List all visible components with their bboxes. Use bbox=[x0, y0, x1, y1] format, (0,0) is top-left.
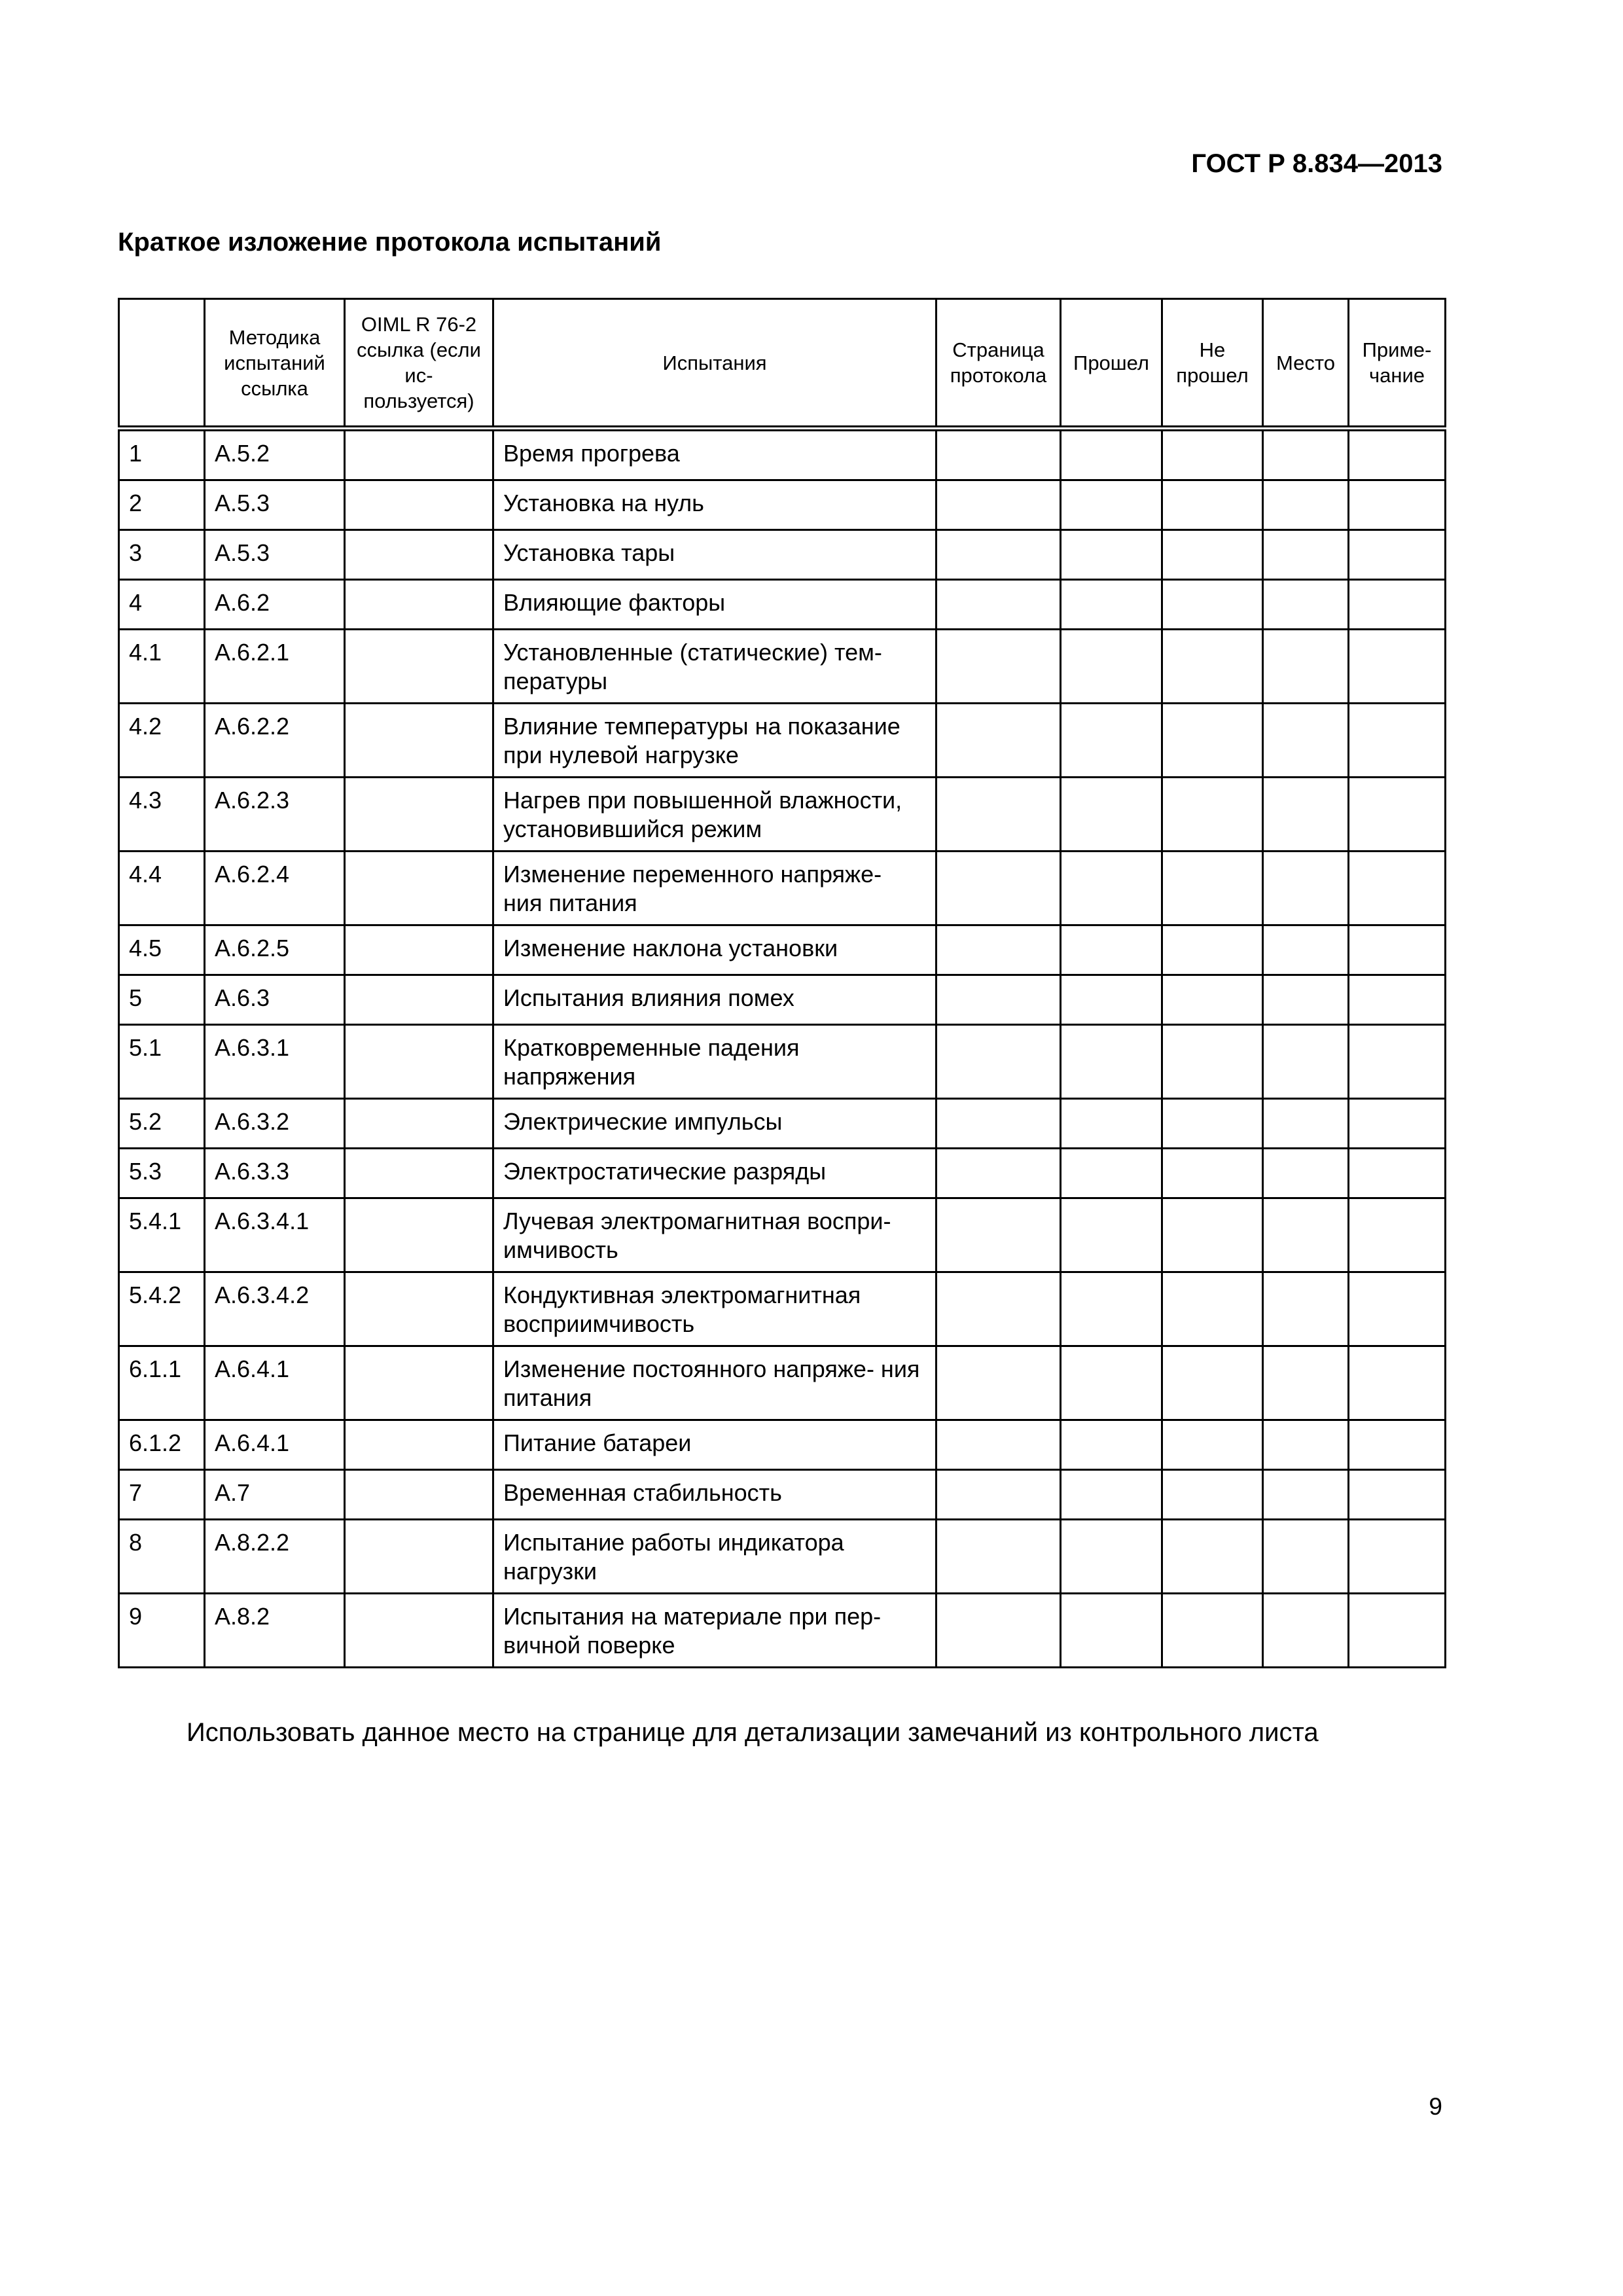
cell-place bbox=[1263, 1520, 1349, 1594]
table-row bbox=[119, 1198, 1446, 1272]
cell-number: 5.4.2 bbox=[119, 1272, 205, 1346]
col-header-test: Испытания bbox=[493, 299, 936, 429]
cell-protocol-page bbox=[936, 1520, 1061, 1594]
page-number: 9 bbox=[1429, 2093, 1442, 2120]
cell-failed bbox=[1162, 1099, 1263, 1149]
cell-test-name: Установка на нуль bbox=[493, 480, 936, 530]
cell-oiml bbox=[345, 1198, 493, 1272]
cell-oiml bbox=[345, 1594, 493, 1668]
cell-place bbox=[1263, 530, 1349, 580]
cell-failed bbox=[1162, 925, 1263, 975]
cell-place bbox=[1263, 1470, 1349, 1520]
cell-place bbox=[1263, 1594, 1349, 1668]
cell-test-name: Испытания влияния помех bbox=[493, 975, 936, 1025]
cell-test-name: Временная стабильность bbox=[493, 1470, 936, 1520]
table-row bbox=[119, 1470, 1446, 1520]
cell-oiml bbox=[345, 778, 493, 852]
table-header-row bbox=[119, 299, 1446, 429]
section-title: Краткое изложение протокола испытаний bbox=[118, 228, 662, 257]
cell-method: А.5.3 bbox=[205, 530, 345, 580]
cell-oiml bbox=[345, 630, 493, 704]
cell-place bbox=[1263, 704, 1349, 778]
cell-note bbox=[1349, 1420, 1446, 1470]
cell-number: 4 bbox=[119, 580, 205, 630]
cell-oiml bbox=[345, 1420, 493, 1470]
table-row bbox=[119, 1594, 1446, 1668]
cell-oiml bbox=[345, 1099, 493, 1149]
cell-failed bbox=[1162, 852, 1263, 925]
test-results-table bbox=[118, 298, 1446, 1668]
cell-place bbox=[1263, 975, 1349, 1025]
cell-oiml bbox=[345, 480, 493, 530]
cell-number: 5.3 bbox=[119, 1149, 205, 1198]
cell-protocol-page bbox=[936, 925, 1061, 975]
cell-oiml bbox=[345, 580, 493, 630]
table-row bbox=[119, 630, 1446, 704]
cell-method: А.6.2.1 bbox=[205, 630, 345, 704]
table-row bbox=[119, 925, 1446, 975]
cell-failed bbox=[1162, 530, 1263, 580]
cell-passed bbox=[1061, 852, 1162, 925]
cell-passed bbox=[1061, 925, 1162, 975]
cell-test-name: Электростатические разряды bbox=[493, 1149, 936, 1198]
cell-oiml bbox=[345, 530, 493, 580]
cell-passed bbox=[1061, 1099, 1162, 1149]
cell-number: 4.4 bbox=[119, 852, 205, 925]
table-row bbox=[119, 580, 1446, 630]
cell-oiml bbox=[345, 1272, 493, 1346]
cell-number: 1 bbox=[119, 429, 205, 480]
cell-note bbox=[1349, 925, 1446, 975]
cell-note bbox=[1349, 429, 1446, 480]
cell-place bbox=[1263, 480, 1349, 530]
cell-note bbox=[1349, 630, 1446, 704]
cell-passed bbox=[1061, 704, 1162, 778]
table-row bbox=[119, 975, 1446, 1025]
cell-passed bbox=[1061, 1470, 1162, 1520]
cell-protocol-page bbox=[936, 1346, 1061, 1420]
cell-note bbox=[1349, 530, 1446, 580]
cell-protocol-page bbox=[936, 1470, 1061, 1520]
cell-protocol-page bbox=[936, 1099, 1061, 1149]
cell-test-name: Кратковременные падения напряжения bbox=[493, 1025, 936, 1099]
cell-protocol-page bbox=[936, 975, 1061, 1025]
cell-note bbox=[1349, 1272, 1446, 1346]
table-row bbox=[119, 704, 1446, 778]
cell-method: А.6.3.2 bbox=[205, 1099, 345, 1149]
cell-method: А.6.2.3 bbox=[205, 778, 345, 852]
cell-protocol-page bbox=[936, 429, 1061, 480]
col-header-oiml: OIML R 76-2 ссылка (если ис- пользуется) bbox=[345, 299, 493, 429]
cell-note bbox=[1349, 1346, 1446, 1420]
cell-test-name: Испытание работы индикатора нагрузки bbox=[493, 1520, 936, 1594]
cell-passed bbox=[1061, 480, 1162, 530]
table-row bbox=[119, 778, 1446, 852]
cell-method: А.5.3 bbox=[205, 480, 345, 530]
cell-place bbox=[1263, 925, 1349, 975]
cell-place bbox=[1263, 630, 1349, 704]
cell-note bbox=[1349, 975, 1446, 1025]
cell-method: А.6.2 bbox=[205, 580, 345, 630]
cell-number: 5 bbox=[119, 975, 205, 1025]
cell-note bbox=[1349, 1099, 1446, 1149]
table-row bbox=[119, 1346, 1446, 1420]
cell-oiml bbox=[345, 1149, 493, 1198]
cell-note bbox=[1349, 1025, 1446, 1099]
table-row bbox=[119, 1149, 1446, 1198]
cell-place bbox=[1263, 580, 1349, 630]
cell-protocol-page bbox=[936, 704, 1061, 778]
cell-protocol-page bbox=[936, 1420, 1061, 1470]
remarks-instruction: Использовать данное место на странице для детализации замечаний из контрольного листа bbox=[187, 1718, 1319, 1747]
cell-number: 6.1.2 bbox=[119, 1420, 205, 1470]
cell-failed bbox=[1162, 975, 1263, 1025]
col-header-page: Страница протокола bbox=[936, 299, 1061, 429]
cell-test-name: Изменение переменного напряже- ния питания bbox=[493, 852, 936, 925]
cell-failed bbox=[1162, 1470, 1263, 1520]
cell-number: 4.2 bbox=[119, 704, 205, 778]
cell-method: А.6.3.3 bbox=[205, 1149, 345, 1198]
table-row bbox=[119, 530, 1446, 580]
cell-note bbox=[1349, 480, 1446, 530]
cell-protocol-page bbox=[936, 778, 1061, 852]
cell-passed bbox=[1061, 580, 1162, 630]
cell-oiml bbox=[345, 975, 493, 1025]
cell-note bbox=[1349, 1520, 1446, 1594]
cell-note bbox=[1349, 580, 1446, 630]
table-row bbox=[119, 1099, 1446, 1149]
cell-failed bbox=[1162, 1594, 1263, 1668]
cell-failed bbox=[1162, 429, 1263, 480]
cell-passed bbox=[1061, 630, 1162, 704]
cell-test-name: Изменение наклона установки bbox=[493, 925, 936, 975]
cell-oiml bbox=[345, 1346, 493, 1420]
cell-method: А.6.4.1 bbox=[205, 1346, 345, 1420]
cell-test-name: Нагрев при повышенной влажности, установившийся режим bbox=[493, 778, 936, 852]
cell-test-name: Установка тары bbox=[493, 530, 936, 580]
cell-failed bbox=[1162, 1420, 1263, 1470]
col-header-failed: Не прошел bbox=[1162, 299, 1263, 429]
cell-method: А.6.4.1 bbox=[205, 1420, 345, 1470]
cell-number: 4.5 bbox=[119, 925, 205, 975]
cell-method: А.6.3.1 bbox=[205, 1025, 345, 1099]
cell-place bbox=[1263, 852, 1349, 925]
document-code: ГОСТ Р 8.834—2013 bbox=[1191, 149, 1442, 178]
cell-number: 7 bbox=[119, 1470, 205, 1520]
cell-method: А.6.3.4.1 bbox=[205, 1198, 345, 1272]
cell-number: 2 bbox=[119, 480, 205, 530]
cell-protocol-page bbox=[936, 1149, 1061, 1198]
cell-place bbox=[1263, 1025, 1349, 1099]
cell-failed bbox=[1162, 778, 1263, 852]
cell-passed bbox=[1061, 429, 1162, 480]
cell-failed bbox=[1162, 1346, 1263, 1420]
cell-number: 4.1 bbox=[119, 630, 205, 704]
cell-note bbox=[1349, 1198, 1446, 1272]
cell-test-name: Влияние температуры на показание при нулевой нагрузке bbox=[493, 704, 936, 778]
cell-method: А.8.2.2 bbox=[205, 1520, 345, 1594]
cell-oiml bbox=[345, 704, 493, 778]
cell-place bbox=[1263, 1099, 1349, 1149]
cell-passed bbox=[1061, 1346, 1162, 1420]
table-row bbox=[119, 1272, 1446, 1346]
cell-protocol-page bbox=[936, 630, 1061, 704]
col-header-note: Приме- чание bbox=[1349, 299, 1446, 429]
cell-failed bbox=[1162, 1025, 1263, 1099]
cell-failed bbox=[1162, 1149, 1263, 1198]
table-row bbox=[119, 852, 1446, 925]
cell-place bbox=[1263, 1198, 1349, 1272]
cell-passed bbox=[1061, 975, 1162, 1025]
cell-oiml bbox=[345, 1025, 493, 1099]
cell-method: А.5.2 bbox=[205, 429, 345, 480]
table-row bbox=[119, 480, 1446, 530]
cell-passed bbox=[1061, 778, 1162, 852]
cell-number: 3 bbox=[119, 530, 205, 580]
cell-number: 5.2 bbox=[119, 1099, 205, 1149]
cell-test-name: Влияющие факторы bbox=[493, 580, 936, 630]
cell-passed bbox=[1061, 1025, 1162, 1099]
cell-protocol-page bbox=[936, 1198, 1061, 1272]
cell-failed bbox=[1162, 580, 1263, 630]
cell-oiml bbox=[345, 852, 493, 925]
table-row bbox=[119, 1025, 1446, 1099]
cell-test-name: Установленные (статические) тем- пературы bbox=[493, 630, 936, 704]
cell-passed bbox=[1061, 1149, 1162, 1198]
cell-oiml bbox=[345, 925, 493, 975]
cell-test-name: Время прогрева bbox=[493, 429, 936, 480]
cell-protocol-page bbox=[936, 852, 1061, 925]
col-header-method: Методика испытаний ссылка bbox=[205, 299, 345, 429]
cell-failed bbox=[1162, 480, 1263, 530]
cell-test-name: Питание батареи bbox=[493, 1420, 936, 1470]
cell-note bbox=[1349, 778, 1446, 852]
cell-place bbox=[1263, 778, 1349, 852]
cell-method: А.6.2.2 bbox=[205, 704, 345, 778]
cell-place bbox=[1263, 429, 1349, 480]
cell-place bbox=[1263, 1149, 1349, 1198]
cell-oiml bbox=[345, 1520, 493, 1594]
cell-passed bbox=[1061, 1520, 1162, 1594]
cell-test-name: Лучевая электромагнитная воспри- имчивость bbox=[493, 1198, 936, 1272]
cell-method: А.6.2.4 bbox=[205, 852, 345, 925]
cell-passed bbox=[1061, 1594, 1162, 1668]
cell-passed bbox=[1061, 530, 1162, 580]
cell-protocol-page bbox=[936, 580, 1061, 630]
cell-method: А.6.3 bbox=[205, 975, 345, 1025]
cell-number: 6.1.1 bbox=[119, 1346, 205, 1420]
cell-number: 5.1 bbox=[119, 1025, 205, 1099]
cell-oiml bbox=[345, 1470, 493, 1520]
cell-place bbox=[1263, 1346, 1349, 1420]
cell-failed bbox=[1162, 1520, 1263, 1594]
cell-passed bbox=[1061, 1272, 1162, 1346]
cell-protocol-page bbox=[936, 1025, 1061, 1099]
cell-passed bbox=[1061, 1420, 1162, 1470]
cell-protocol-page bbox=[936, 530, 1061, 580]
table-row bbox=[119, 1420, 1446, 1470]
cell-note bbox=[1349, 1594, 1446, 1668]
cell-note bbox=[1349, 704, 1446, 778]
cell-protocol-page bbox=[936, 1594, 1061, 1668]
cell-test-name: Испытания на материале при пер- вичной поверке bbox=[493, 1594, 936, 1668]
cell-oiml bbox=[345, 429, 493, 480]
cell-note bbox=[1349, 852, 1446, 925]
col-header-number bbox=[119, 299, 205, 429]
table-row bbox=[119, 1520, 1446, 1594]
cell-method: А.6.3.4.2 bbox=[205, 1272, 345, 1346]
cell-failed bbox=[1162, 1198, 1263, 1272]
cell-failed bbox=[1162, 630, 1263, 704]
cell-number: 5.4.1 bbox=[119, 1198, 205, 1272]
table-row bbox=[119, 429, 1446, 480]
cell-number: 9 bbox=[119, 1594, 205, 1668]
cell-note bbox=[1349, 1470, 1446, 1520]
cell-test-name: Электрические импульсы bbox=[493, 1099, 936, 1149]
cell-test-name: Кондуктивная электромагнитная восприимчивость bbox=[493, 1272, 936, 1346]
cell-method: А.6.2.5 bbox=[205, 925, 345, 975]
cell-protocol-page bbox=[936, 1272, 1061, 1346]
cell-passed bbox=[1061, 1198, 1162, 1272]
cell-test-name: Изменение постоянного напряже- ния питания bbox=[493, 1346, 936, 1420]
col-header-passed: Прошел bbox=[1061, 299, 1162, 429]
cell-number: 4.3 bbox=[119, 778, 205, 852]
col-header-place: Место bbox=[1263, 299, 1349, 429]
table-body bbox=[119, 429, 1446, 1668]
cell-failed bbox=[1162, 1272, 1263, 1346]
cell-method: А.8.2 bbox=[205, 1594, 345, 1668]
cell-number: 8 bbox=[119, 1520, 205, 1594]
cell-method: А.7 bbox=[205, 1470, 345, 1520]
cell-place bbox=[1263, 1272, 1349, 1346]
cell-failed bbox=[1162, 704, 1263, 778]
cell-note bbox=[1349, 1149, 1446, 1198]
cell-protocol-page bbox=[936, 480, 1061, 530]
cell-place bbox=[1263, 1420, 1349, 1470]
